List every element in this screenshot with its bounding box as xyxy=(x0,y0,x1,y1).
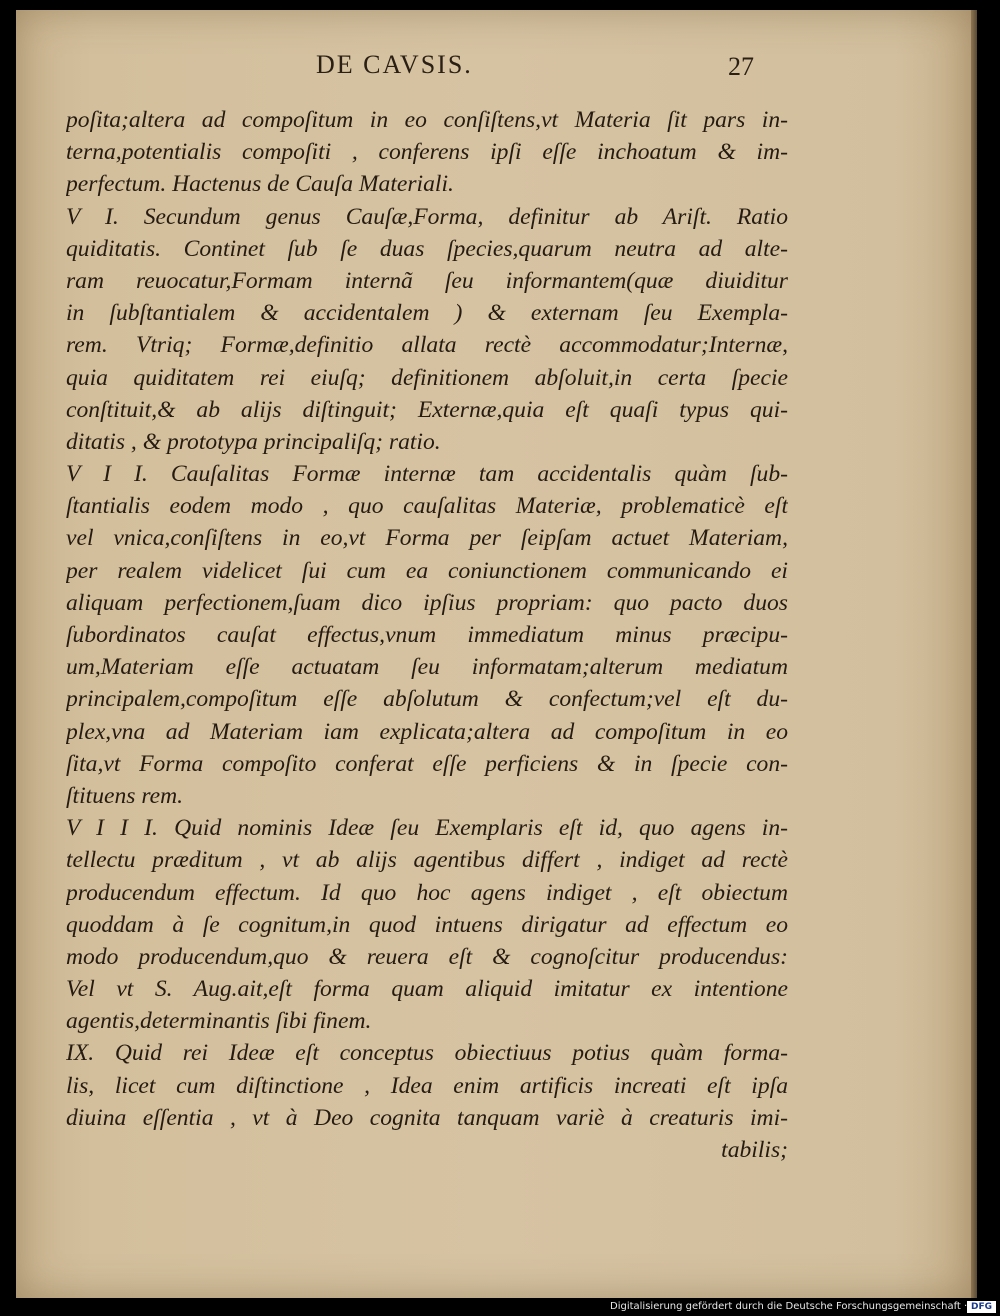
text-line: per realem videlicet ſui cum ea coniunctionem communicando ei xyxy=(66,557,788,584)
text-line: lis, licet cum diſtinctione , Idea enim artificis increati eſt ipſa xyxy=(66,1072,788,1099)
page-edge xyxy=(971,10,977,1298)
book-page xyxy=(16,10,971,1298)
text-line: ſtantialis eodem modo , quo cauſalitas Materiæ, problematicè eſt xyxy=(66,493,788,520)
text-line: in ſubſtantialem & accidentalem ) & externam ſeu Exempla- xyxy=(66,300,788,327)
text-line: vel vnica,conſiſtens in eo,vt Forma per ſeipſam actuet Materiam, xyxy=(66,525,788,552)
text-line: quia quiditatem rei eiuſq; definitionem abſoluit,in certa ſpecie xyxy=(66,364,788,391)
text-line: conſtituit,& ab alijs diſtinguit; Externæ,quia eſt quaſi typus qui- xyxy=(66,396,788,423)
text-line: V I. Secundum genus Cauſæ,Forma, definitur ab Ariſt. Ratio xyxy=(66,203,788,230)
text-line: producendum effectum. Id quo hoc agens indiget , eſt obiectum xyxy=(66,879,788,906)
text-line: modo producendum,quo & reuera eſt & cognoſcitur producendus: xyxy=(66,943,788,970)
text-line: perfectum. Hactenus de Cauſa Materiali. xyxy=(66,171,454,198)
text-line: tellectu præditum , vt ab alijs agentibus differt , indiget ad rectè xyxy=(66,847,788,874)
text-line: plex,vna ad Materiam iam explicata;altera ad compoſitum in eo xyxy=(66,718,788,745)
dfg-logo: DFG xyxy=(967,1301,996,1313)
text-line: IX. Quid rei Ideæ eſt conceptus obiectiuus potius quàm forma- xyxy=(66,1040,788,1067)
digitization-credit: Digitalisierung gefördert durch die Deutsche Forschungsgemeinschaft · xyxy=(610,1301,968,1312)
text-line: terna,potentialis compoſiti , conferens ipſi eſſe inchoatum & im- xyxy=(66,139,788,166)
text-line: diuina eſſentia , vt à Deo cognita tanquam variè à creaturis imi- xyxy=(66,1104,788,1131)
text-line: V I I I. Quid nominis Ideæ ſeu Exemplaris eſt id, quo agens in- xyxy=(66,815,788,842)
text-line: Vel vt S. Aug.ait,eſt forma quam aliquid imitatur ex intentione xyxy=(66,976,788,1003)
text-line: agentis,determinantis ſibi finem. xyxy=(66,1008,372,1035)
text-line: ſtituens rem. xyxy=(66,782,184,809)
body-text xyxy=(66,104,788,1166)
text-line: quiditatis. Continet ſub ſe duas ſpecies,quarum neutra ad alte- xyxy=(66,235,788,262)
catchword: tabilis; xyxy=(721,1137,788,1163)
running-head: DE CAVSIS. xyxy=(316,50,473,79)
text-line: poſita;altera ad compoſitum in eo conſiſtens,vt Materia ſit pars in- xyxy=(66,107,788,133)
text-line: rem. Vtriq; Formæ,definitio allata rectè accommodatur;Internæ, xyxy=(66,332,788,359)
text-line: principalem,compoſitum eſſe abſolutum & confectum;vel eſt du- xyxy=(66,686,788,713)
text-line: um,Materiam eſſe actuatam ſeu informatam;alterum mediatum xyxy=(66,654,788,681)
text-line: ditatis , & prototypa principaliſq; ratio. xyxy=(66,428,441,455)
text-line: quoddam à ſe cognitum,in quod intuens dirigatur ad effectum eo xyxy=(66,911,788,938)
text-line: V I I. Cauſalitas Formæ internæ tam accidentalis quàm ſub- xyxy=(66,461,788,488)
text-line: ram reuocatur,Formam internã ſeu informantem(quæ diuiditur xyxy=(66,267,788,294)
text-line: ſita,vt Forma compoſito conferat eſſe perficiens & in ſpecie con- xyxy=(66,750,788,777)
page-number: 27 xyxy=(728,52,754,81)
text-line: ſubordinatos cauſat effectus,vnum immediatum minus præcipu- xyxy=(66,622,788,648)
text-line: aliquam perfectionem,ſuam dico ipſius propriam: quo pacto duos xyxy=(66,589,788,616)
